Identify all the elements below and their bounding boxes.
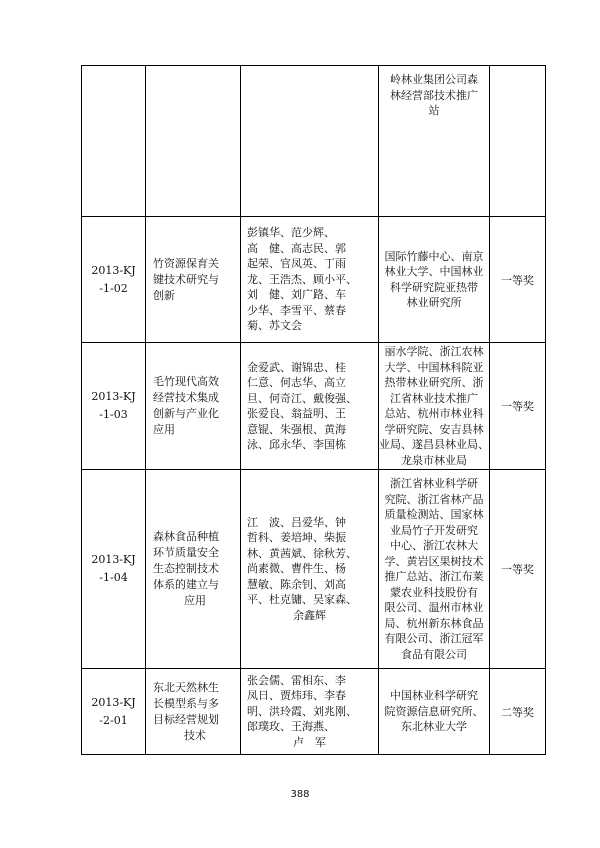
people-cell xyxy=(241,470,379,669)
people-line: 哲科、姜培坤、柴振 xyxy=(247,531,346,545)
institution-line: 究院、浙江省林产品 xyxy=(384,492,484,506)
people-line: 彭镇华、范少辉、 xyxy=(247,226,335,240)
project-line: 生态控制技术 xyxy=(153,562,219,575)
award-id-cell xyxy=(82,66,146,217)
project-line: 应用 xyxy=(153,423,175,436)
institution-line: 站 xyxy=(428,104,440,117)
institution-line: 推广总站、浙江布莱 xyxy=(384,570,484,583)
project-cell xyxy=(146,470,241,669)
project-line: 森林食品种植 xyxy=(153,530,219,543)
award-id-line: 2013-KJ xyxy=(91,553,136,566)
institution-line: 江省林业技术推广 xyxy=(390,391,478,405)
table-row xyxy=(82,66,546,217)
project-cell xyxy=(146,217,241,343)
institution-line: 总站、杭州市林业科 xyxy=(384,407,484,420)
institution-line: 业局竹子开发研究 xyxy=(390,523,478,537)
people-line: 意锟、朱强根、黄海 xyxy=(247,422,346,436)
people-line: 江 波、吕爱华、钟 xyxy=(247,515,346,529)
institution-line: 有限公司、浙江冠军 xyxy=(384,632,484,645)
institution-line: 科学研究院亚热带 xyxy=(390,280,478,294)
people-line: 卢 军 xyxy=(293,735,326,749)
institution-line: 食品有限公司 xyxy=(401,647,467,661)
people-line: 林、黄茜斌、徐秋芳、 xyxy=(247,546,357,560)
people-line: 郎璞玫、王海燕、 xyxy=(247,720,335,734)
award-id-cell xyxy=(82,669,146,755)
people-line: 仁意、何志华、高立 xyxy=(247,376,346,389)
project-line: 体系的建立与 xyxy=(153,578,219,591)
project-line: 东北天然林生 xyxy=(153,680,219,694)
awards-table xyxy=(81,65,546,755)
institution-cell xyxy=(379,470,490,669)
institution-line: 中心、浙江农林大 xyxy=(390,539,478,552)
table-row xyxy=(82,470,546,669)
grade-cell: 一等奖 xyxy=(490,470,546,669)
people-line: 尚素微、曹件生、杨 xyxy=(247,562,346,576)
project-line: 创新 xyxy=(153,288,175,302)
project-line: 环节质量安全 xyxy=(153,546,219,559)
institution-line: 龙泉市林业局 xyxy=(401,453,467,467)
people-line: 旦、何奇江、戴俊强、 xyxy=(247,391,357,405)
project-line: 经营技术集成 xyxy=(153,391,219,404)
project-line: 创新与产业化 xyxy=(153,407,219,420)
people-line: 起荣、官凤英、丁雨 xyxy=(247,257,346,271)
institution-cell xyxy=(379,669,490,755)
institution-line: 国际竹藤中心、南京 xyxy=(384,249,484,263)
table-row xyxy=(82,669,546,755)
grade-cell: 一等奖 xyxy=(490,217,546,343)
people-line: 少华、李雪平、蔡春 xyxy=(247,303,346,317)
institution-cell xyxy=(379,343,490,470)
institution-line: 业局、遂昌县林业局、 xyxy=(379,438,489,451)
people-cell xyxy=(241,343,379,470)
institution-line: 大学、中国林科院亚 xyxy=(384,360,484,374)
project-line: 毛竹现代高效 xyxy=(153,375,219,388)
people-line: 慧敏、陈余钊、刘高 xyxy=(247,577,346,591)
table-row xyxy=(82,343,546,470)
people-line: 张爱良、翁益明、王 xyxy=(247,407,346,420)
award-id-line: -2-01 xyxy=(99,713,128,727)
institution-line: 局、杭州新东林食品 xyxy=(384,616,484,630)
project-line: 键技术研究与 xyxy=(153,272,219,286)
institution-line: 学研究院、安吉县林 xyxy=(384,422,484,436)
institution-line: 热带林业研究所、浙 xyxy=(384,376,484,389)
people-cell xyxy=(241,66,379,217)
project-cell xyxy=(146,669,241,755)
institution-line: 丽水学院、浙江农林 xyxy=(384,345,484,358)
award-id-line: -1-03 xyxy=(99,408,128,421)
award-id-line: -1-02 xyxy=(99,281,128,295)
institution-line: 岭林业集团公司森 xyxy=(390,73,478,86)
grade-cell xyxy=(490,66,546,217)
people-line: 刘 健、刘广路、车 xyxy=(247,288,346,302)
project-line: 技术 xyxy=(184,728,206,742)
institution-line: 林业大学、中国林业 xyxy=(384,265,484,278)
people-cell xyxy=(241,217,379,343)
institution-line: 质量检测站、国家林 xyxy=(384,508,484,521)
people-line: 龙、王浩杰、顾小平、 xyxy=(247,272,357,286)
people-line: 泳、邱永华、李国栋 xyxy=(247,438,346,451)
institution-line: 浙江省林业科学研 xyxy=(390,477,478,490)
grade-cell: 二等奖 xyxy=(490,669,546,755)
people-cell xyxy=(241,669,379,755)
institution-line: 林业研究所 xyxy=(406,296,462,309)
award-id-cell xyxy=(82,343,146,470)
award-id-line: 2013-KJ xyxy=(91,695,136,709)
award-id-line: 2013-KJ xyxy=(91,263,136,277)
people-line: 凤日、贾炜玮、李春 xyxy=(247,689,346,703)
people-line: 菊、苏文会 xyxy=(247,319,302,333)
institution-line: 学、黄岩区果树技术 xyxy=(384,554,484,568)
people-line: 高 健、高志民、郭 xyxy=(247,241,346,255)
project-line: 目标经营规划 xyxy=(153,712,219,726)
table-row xyxy=(82,217,546,343)
institution-line: 限公司、温州市林业 xyxy=(384,601,484,614)
award-id-cell xyxy=(82,470,146,669)
institution-cell xyxy=(379,217,490,343)
institution-cell xyxy=(379,66,490,217)
project-cell xyxy=(146,66,241,217)
people-line: 平、杜克镛、吴家森、 xyxy=(247,593,357,607)
people-line: 张会儒、雷相东、李 xyxy=(247,673,346,687)
grade-cell: 一等奖 xyxy=(490,343,546,470)
institution-line: 院资源信息研究所、 xyxy=(384,704,484,718)
page-number: 388 xyxy=(290,789,310,800)
people-line: 明、洪玲霞、刘兆刚、 xyxy=(247,704,357,718)
award-id-cell xyxy=(82,217,146,343)
awards-table-body xyxy=(82,66,546,755)
award-id-line: 2013-KJ xyxy=(91,390,136,403)
institution-line: 林经营部技术推广 xyxy=(390,88,478,102)
people-line: 金爱武、谢锦忠、桂 xyxy=(247,360,346,374)
award-id-line: -1-04 xyxy=(99,571,128,584)
project-line: 应用 xyxy=(184,594,206,607)
institution-line: 东北林业大学 xyxy=(401,720,467,734)
project-cell xyxy=(146,343,241,470)
project-line: 长模型系与多 xyxy=(153,696,219,710)
project-line: 竹资源保育关 xyxy=(153,256,219,270)
institution-line: 蒙农业科技股份有 xyxy=(390,585,478,599)
people-line: 余鑫辉 xyxy=(293,608,326,622)
institution-line: 中国林业科学研究 xyxy=(390,689,478,703)
